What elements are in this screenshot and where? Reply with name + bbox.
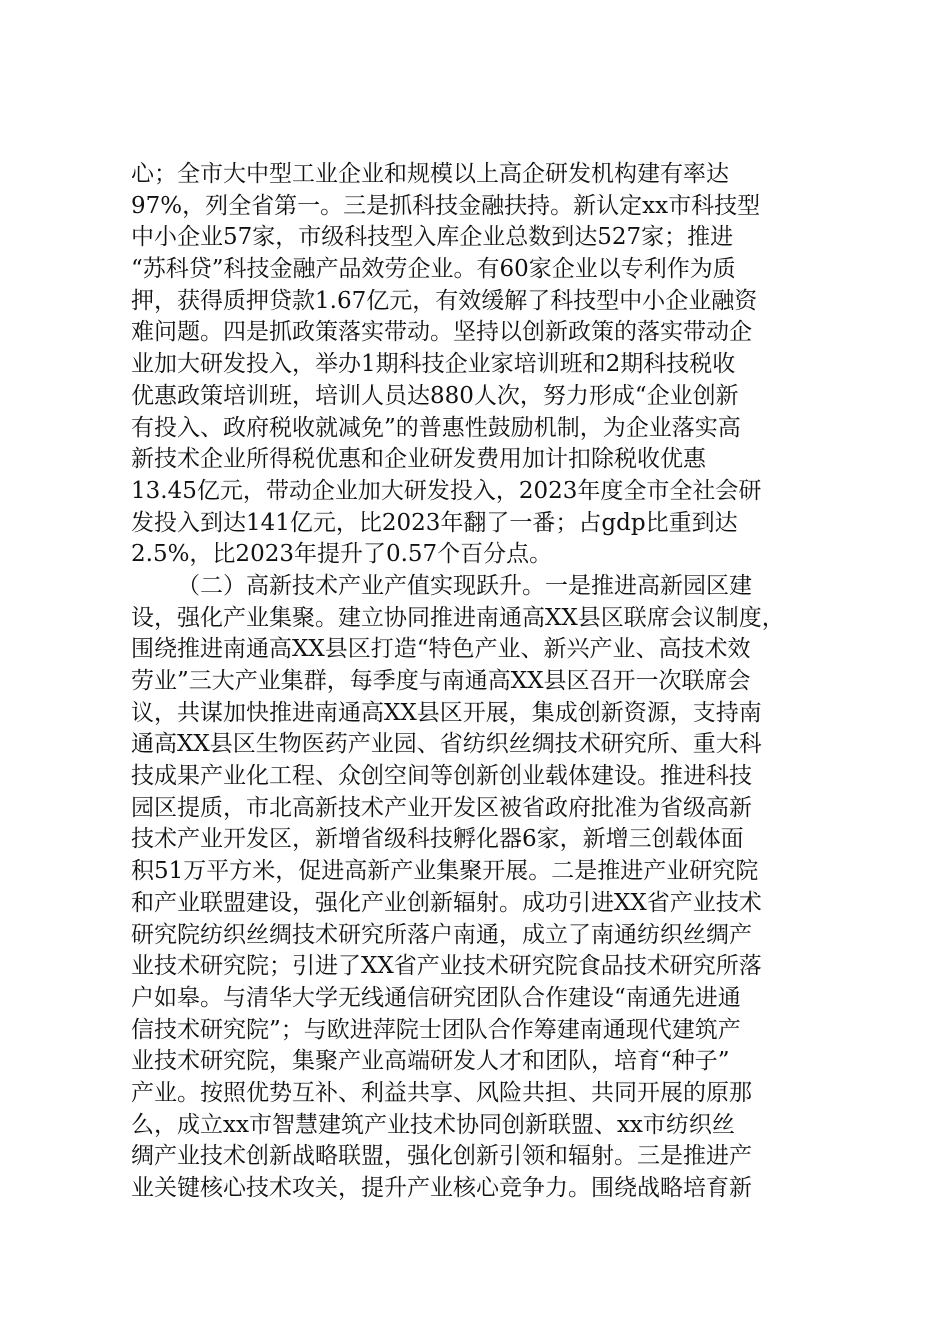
paragraph-1 [131,159,831,571]
text-line: “苏科贷”科技金融产品效劳企业。有60家企业以专利作为质 [131,256,736,283]
text-line: 研究院纺织丝绸技术研究所落户南通，成立了南通纺织丝绸产 [131,921,752,948]
document-body [131,159,831,1205]
text-line: 技成果产业化工程、众创空间等创新创业载体建设。推进科技 [131,763,752,790]
text-line: 优惠政策培训班，培训人员达880人次，努力形成“企业创新 [131,382,739,409]
text-line: 绸产业技术创新战略联盟，强化创新引领和辐射。三是推进产 [131,1143,752,1170]
text-line: 么，成立xx市智慧建筑产业技术协同创新联盟、xx市纺织丝 [131,1111,735,1138]
paragraph-2 [131,571,831,1205]
text-line: 信技术研究院”；与欧进萍院士团队合作筹建南通现代建筑产 [131,1016,741,1043]
text-line: 97%，列全省第一。三是抓科技金融扶持。新认定xx市科技型 [131,192,761,219]
text-line: 户如皋。与清华大学无线通信研究团队合作建设“南通先进通 [131,984,741,1011]
text-line: 2.5%，比2023年提升了0.57个百分点。 [131,541,553,568]
text-line: 技术产业开发区，新增省级科技孵化器6家，新增三创载体面 [131,826,744,853]
text-line: 新技术企业所得税优惠和企业研发费用加计扣除税收优惠 [131,446,706,473]
text-line: 发投入到达141亿元，比2023年翻了一番；占gdp比重到达 [131,509,738,536]
text-line: 心；全市大中型工业企业和规模以上高企研发机构建有率达 [131,161,729,187]
text-line: 业技术研究院，集聚产业高端研发人才和团队，培育“种子” [131,1048,730,1075]
text-line: 产业。按照优势互补、利益共享、风险共担、共同开展的原那 [131,1079,752,1106]
text-line: 难问题。四是抓政策落实带动。坚持以创新政策的落实带动企 [131,319,752,346]
text-line: （二）高新技术产业产值实现跃升。一是推进高新园区建 [177,572,752,599]
text-line: 押，获得质押贷款1.67亿元，有效缓解了科技型中小企业融资 [131,287,758,314]
text-line: 设，强化产业集聚。建立协同推进南通高XX县区联席会议制度， [131,604,785,631]
text-line: 13.45亿元，带动企业加大研发投入，2023年度全市全社会研 [131,477,762,504]
text-line: 议，共谋加快推进南通高XX县区开展，集成创新资源，支持南 [131,699,762,726]
text-line: 劳业”三大产业集群，每季度与南通高XX县区召开一次联席会 [131,668,751,694]
text-line: 通高XX县区生物医药产业园、省纺织丝绸技术研究所、重大科 [131,731,762,758]
text-line: 业加大研发投入，举办1期科技企业家培训班和2期科技税收 [131,351,736,378]
text-line: 业技术研究院；引进了XX省产业技术研究院食品技术研究所落 [131,953,762,980]
text-line: 业关键核心技术攻关，提升产业核心竞争力。围绕战略培育新 [131,1175,752,1201]
text-line: 中小企业57家，市级科技型入库企业总数到达527家；推进 [131,224,734,251]
text-line: 有投入、政府税收就减免”的普惠性鼓励机制，为企业落实高 [131,414,741,441]
text-line: 积51万平方米，促进高新产业集聚开展。二是推进产业研究院 [131,858,759,885]
text-line: 围绕推进南通高XX县区打造“特色产业、新兴产业、高技术效 [131,636,751,663]
text-line: 和产业联盟建设，强化产业创新辐射。成功引进XX省产业技术 [131,889,762,916]
text-line: 园区提质，市北高新技术产业开发区被省政府批准为省级高新 [131,794,752,821]
